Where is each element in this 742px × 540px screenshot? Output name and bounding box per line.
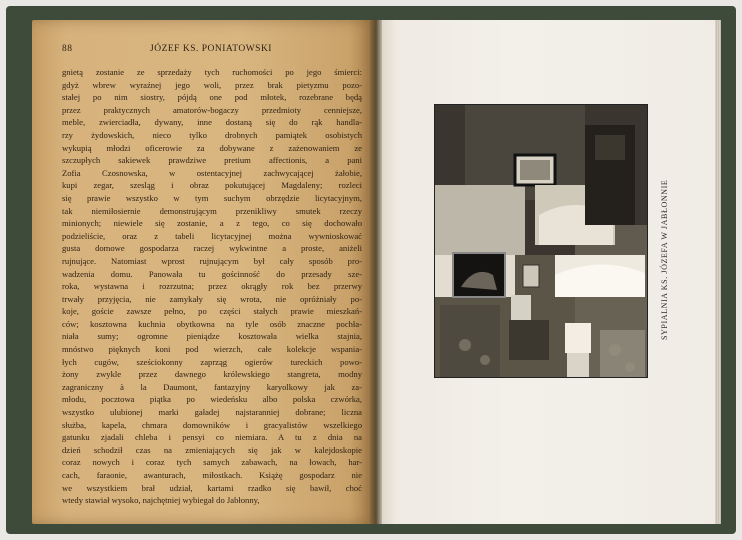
- text-line: ców; kosztowna kuchnia obytkowna na tyle osób znaczne pochła-: [62, 318, 362, 329]
- text-line: kupi zegar, szesląg i obraz pokutującej Magdaleny; rozleci: [62, 180, 362, 191]
- text-line: się prawie wszystko w tym suchym obrzędzie licytacyjnym,: [62, 192, 362, 203]
- text-line: wadzenia domu. Panowała tu gościnność do przesady sze-: [62, 268, 362, 279]
- text-line: trwały przyjęcia, nie zamykały się wrota, nie opróżniały po-: [62, 293, 362, 304]
- bedroom-photograph: [434, 104, 648, 378]
- text-line: gatunku zjadali chleba i pensyi co niemiara. A tu z dnia na: [62, 432, 362, 443]
- text-line: meble, zwierciadła, dywany, inne dostaną się do rąk handla-: [62, 117, 362, 128]
- page-edge: [715, 20, 721, 524]
- text-line: gusta domowe gospodarza raczej wykwintne a proste, aniżeli: [62, 243, 362, 254]
- text-line: zagraniczny à la Daumont, fantazyjny karyolkowy jak za-: [62, 381, 362, 392]
- text-line: wtedy stawiał wysoko, najchętniej wybiegał do Jabłonny,: [62, 495, 260, 506]
- plate-caption: [660, 330, 670, 340]
- text-line: coraz nowych i coraz tych samych zabawach, na łowach, har-: [62, 457, 362, 468]
- text-line: Zofia Czosnowska, w ostentacyjnej zachwycającej żałobie,: [62, 167, 362, 178]
- text-line: podzieliście, oraz z tabeli licytacyjnej można wywnioskować: [62, 230, 362, 241]
- text-line: koje, goście zawsze pełno, po części stałych prawie mieszkań-: [62, 306, 362, 317]
- text-line: cach, faraonie, awanturach, miłostkach. Książę gospodarz nie: [62, 470, 362, 480]
- page-number: 88: [62, 44, 73, 54]
- book-gutter: [370, 20, 382, 524]
- text-line: młodu, pocztowa piątka po wiedeńsku albo polska czwórka,: [62, 394, 362, 405]
- text-line: we wszystkiem brał udział, kartami rzadko się bawił, choć: [62, 482, 362, 493]
- text-line: rujnujące. Natomiast wprost rujnującym był cały sposób pro-: [62, 255, 362, 266]
- text-line: niała sumy; ogromne pieniądze kosztowała wielka stajnia,: [62, 331, 362, 342]
- text-line: mnóstwo pięknych koni pod wierzch, całe kolekcje wspania-: [62, 344, 362, 355]
- text-line: wszystko ulubionej marki gaładej najstaranniej dobrane; liczna: [62, 407, 362, 418]
- text-line: wykupią młodzi oficerowie za dobywane z zażenowaniem ze: [62, 142, 362, 153]
- text-line: tak niemiłosiernie demonstrującym przenikliwy smutek rzeczy: [62, 205, 362, 216]
- text-line: dzień schodził czas na zmieniających się jak w kalejdoskopie: [62, 444, 362, 455]
- text-line: służba, kapela, chmara domowników i gracyalistów wszelkiego: [62, 419, 362, 430]
- running-head: [62, 44, 360, 58]
- text-line: przez praktycznych amatorów-bogaczy przedmioty cenniejsze,: [62, 104, 362, 115]
- text-line: szczupłych sakiewek prawdziwe pretium affectionis, a pani: [62, 155, 362, 166]
- text-line: łych cugów, sześciokonny zaprząg ogierów tureckich powo-: [62, 356, 362, 367]
- body-text: [62, 66, 362, 507]
- text-line: roka, wystawna i rozrzutna; przez okrągły rok bez przerwy: [62, 281, 362, 292]
- text-line: gdyż wbrew wyraźnej jego woli, przez brak pietyzmu pozo-: [62, 79, 362, 90]
- text-line: rzy żydowskich, nieco tylko drobnych pamiątek osobistych: [62, 129, 362, 140]
- running-title: JÓZEF KS. PONIATOWSKI: [150, 44, 272, 54]
- bedroom-photo-image: [435, 105, 647, 377]
- text-line: gnietą zostanie ze sprzedaży tych ruchomości po jego śmierci:: [62, 67, 362, 77]
- text-line: stałej po nim siostry, pójdą one pod młotek, rozebrane będą: [62, 92, 362, 103]
- text-line: minionych; niewiele się zostanie, a z tego, co się dochowało: [62, 218, 362, 229]
- text-line: żony zwykle przez dawnego królewskiego stangreta, modny: [62, 369, 362, 380]
